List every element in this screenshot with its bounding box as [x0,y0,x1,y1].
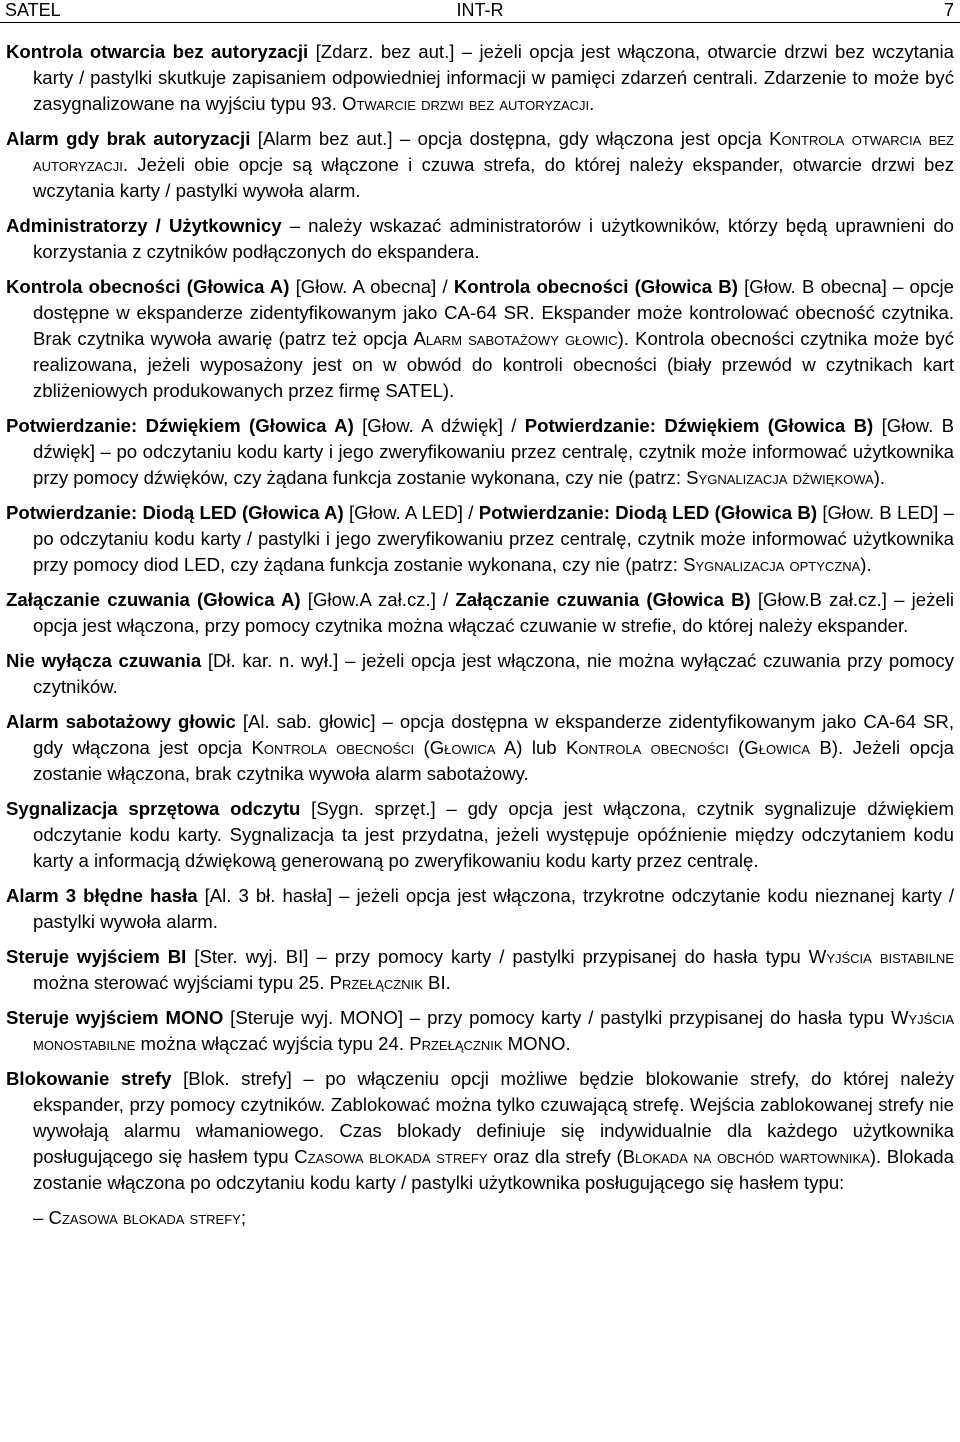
paragraph-text: [Głow. B obecna] – opcje dostępne w ekspanderze zidentyfikowanym jako CA-64 SR. Ekspander może kontrolować obecność czytnika. Brak czytnika wywoła awarię (patrz też opcja [33,276,954,349]
option-paragraph-p3 [6,213,954,265]
paragraph-text: . Jeżeli opcja zostanie włączona, brak czytnika wywoła alarm sabotażowy. [33,737,954,784]
option-name: Kontrola otwarcia bez autoryzacji [6,41,309,62]
paragraph-text: [Głow. A dźwięk] / [353,415,525,436]
paragraph-text: . [589,93,595,114]
option-reference: Sygnalizacja dźwiękowa [686,467,874,488]
option-paragraph-p1 [6,39,954,117]
option-reference: Przełącznik [329,972,423,993]
header-page-number: 7 [943,0,954,20]
option-name: Załączanie czuwania (Głowica A) [6,589,301,610]
paragraph-text: [Al. 3 bł. hasła] – jeżeli opcja jest włączona, trzykrotne odczytanie kodu nieznanej karty / pastylki wywoła alarm. [33,885,954,932]
paragraph-text: – należy wskazać administratorów i użytkowników, którzy będą uprawnieni do korzystania z czytników podłączonych do ekspandera. [33,215,954,262]
option-paragraph-p13 [6,1005,954,1057]
paragraph-text: [Steruje wyj. MONO] – przy pomocy karty / pastylki przypisanej do hasła typu [223,1007,891,1028]
header-company: SATEL [5,0,61,20]
option-name: Steruje wyjściem MONO [6,1007,224,1028]
paragraph-text: ). Kontrola obecności czytnika może być realizowana, jeżeli wyposażony jest on w obwód do kontroli obecności (biały przewód w czytnikach kart zbliżeniowych produkowanych przez firmę SATEL). [33,328,954,401]
list-item [6,1205,954,1231]
option-reference: Blokada na obchód wartownika [622,1146,870,1167]
paragraph-text: [Głow. A LED] / [343,502,479,523]
option-reference: Przełącznik [409,1033,503,1054]
option-reference: Alarm sabotażowy głowic [413,328,618,349]
paragraph-text: MONO. [502,1033,571,1054]
option-name: Potwierdzanie: Dźwiękiem (Głowica A) [6,415,354,436]
option-name: Alarm sabotażowy głowic [6,711,236,732]
option-name: Alarm gdy brak autoryzacji [6,128,251,149]
option-name: Sygnalizacja sprzętowa odczytu [6,798,301,819]
option-paragraph-p14 [6,1066,954,1196]
option-reference: Sygnalizacja optyczna [683,554,861,575]
paragraph-text: [Zdarz. bez aut.] – jeżeli opcja jest włączona, otwarcie drzwi bez wczytania karty / pastylki skutkuje zapisaniem odpowiedniej informacji w pamięci zdarzeń centrali. Zdarzenie to może być zasygnalizowane na wyjściu typu 93. [33,41,954,114]
option-paragraph-p8 [6,648,954,700]
option-reference: Kontrola otwarcia bez autoryzacji [33,128,954,175]
paragraph-text: ). [873,467,886,488]
option-paragraph-p7 [6,587,954,639]
option-paragraph-p6 [6,500,954,578]
paragraph-text: . Jeżeli obie opcje są włączone i czuwa strefa, do której należy ekspander, otwarcie drzwi bez wczytania karty / pastylki wywoła alarm. [33,154,954,201]
option-name: Potwierdzanie: Diodą LED (Głowica B) [478,502,818,523]
list-item-text: Czasowa blokada strefy [48,1207,241,1228]
paragraph-text: [Głow.A zał.cz.] / [300,589,456,610]
page-header [0,0,960,23]
option-reference: Wyjścia monostabilne [33,1007,954,1054]
option-name: Potwierdzanie: Diodą LED (Głowica A) [6,502,344,523]
paragraph-text: [Sygn. sprzęt.] – gdy opcja jest włączona, czytnik sygnalizuje dźwiękiem odczytanie kodu karty. Sygnalizacja ta jest przydatna, jeżeli występuje opóźnienie między odczytaniem kodu karty a informacją dźwiękową generowaną po zweryfikowaniu kodu karty przez centralę. [33,798,954,871]
paragraph-text: można sterować wyjściami typu 25. [33,972,330,993]
option-reference: Kontrola obecności (Głowica A) [251,737,523,758]
option-name: Kontrola obecności (Głowica B) [453,276,738,297]
option-name: Alarm 3 błędne hasła [6,885,198,906]
option-name: Blokowanie strefy [6,1068,172,1089]
option-reference: Czasowa blokada strefy [294,1146,488,1167]
option-paragraph-p5 [6,413,954,491]
option-reference: Wyjścia bistabilne [808,946,954,967]
paragraph-text: można włączać wyjścia typu 24. [135,1033,410,1054]
option-paragraph-p4 [6,274,954,404]
paragraph-text: lub [522,737,567,758]
option-name: Załączanie czuwania (Głowica B) [455,589,751,610]
document-body [6,39,954,1231]
paragraph-text: [Głow. B dźwięk] – po odczytaniu kodu karty i jego zweryfikowaniu przez centralę, czytnik może informować użytkownika przy pomocy dźwięków, czy żądana funkcja zostanie wykonana, czy nie (patrz: [33,415,955,488]
option-reference: Kontrola obecności (Głowica B) [566,737,839,758]
paragraph-text: ). [860,554,872,575]
paragraph-text: [Alarm bez aut.] – opcja dostępna, gdy włączona jest opcja [250,128,770,149]
option-paragraph-p10 [6,796,954,874]
option-name: Kontrola obecności (Głowica A) [6,276,290,297]
paragraph-text: BI. [422,972,451,993]
option-name: Steruje wyjściem BI [6,946,187,967]
paragraph-text: oraz dla strefy ( [487,1146,623,1167]
header-product: INT-R [456,0,504,20]
paragraph-text: [Dł. kar. n. wył.] – jeżeli opcja jest włączona, nie można wyłączać czuwania przy pomocy czytników. [33,650,954,697]
paragraph-text: [Głow. A obecna] / [289,276,454,297]
option-paragraph-p12 [6,944,954,996]
option-paragraph-p11 [6,883,954,935]
option-name: Potwierdzanie: Dźwiękiem (Głowica B) [524,415,874,436]
paragraph-text: [Głow.B zał.cz.] – jeżeli opcja jest włączona, przy pomocy czytnika można włączać czuwanie w strefie, do której należy ekspander. [33,589,955,636]
option-reference: Otwarcie drzwi bez autoryzacji [342,93,590,114]
option-name: Administratorzy / Użytkownicy [6,215,282,236]
option-paragraph-p2 [6,126,954,204]
list-dash: – [33,1207,44,1228]
paragraph-text: [Blok. strefy] – po włączeniu opcji możliwe będzie blokowanie strefy, do której należy ekspander, przy pomocy czytników. Zablokować można tylko czuwającą strefę. Wejścia zablokowanej strefy nie wywołają alarmu włamaniowego. Czas blokady definiuje się indywidualnie dla każdego użytkownika posługującego się hasłem typu [33,1068,954,1167]
paragraph-text: ). Blokada zostanie włączona po odczytaniu kodu karty / pastylki użytkownika posługującego się hasłem typu: [33,1146,954,1193]
paragraph-text: [Ster. wyj. BI] – przy pomocy karty / pastylki przypisanej do hasła typu [186,946,809,967]
paragraph-text: [Głow. B LED] – po odczytaniu kodu karty / pastylki i jego zweryfikowaniu przez centralę, czytnik może informować użytkownika przy pomocy diod LED, czy żądana funkcja zostanie wykonana, czy nie (patrz: [33,502,954,575]
option-paragraph-p9 [6,709,954,787]
list-item-suffix: ; [240,1207,246,1228]
paragraph-text: [Al. sab. głowic] – opcja dostępna w ekspanderze zidentyfikowanym jako CA-64 SR, gdy włączona jest opcja [33,711,954,758]
option-name: Nie wyłącza czuwania [6,650,202,671]
